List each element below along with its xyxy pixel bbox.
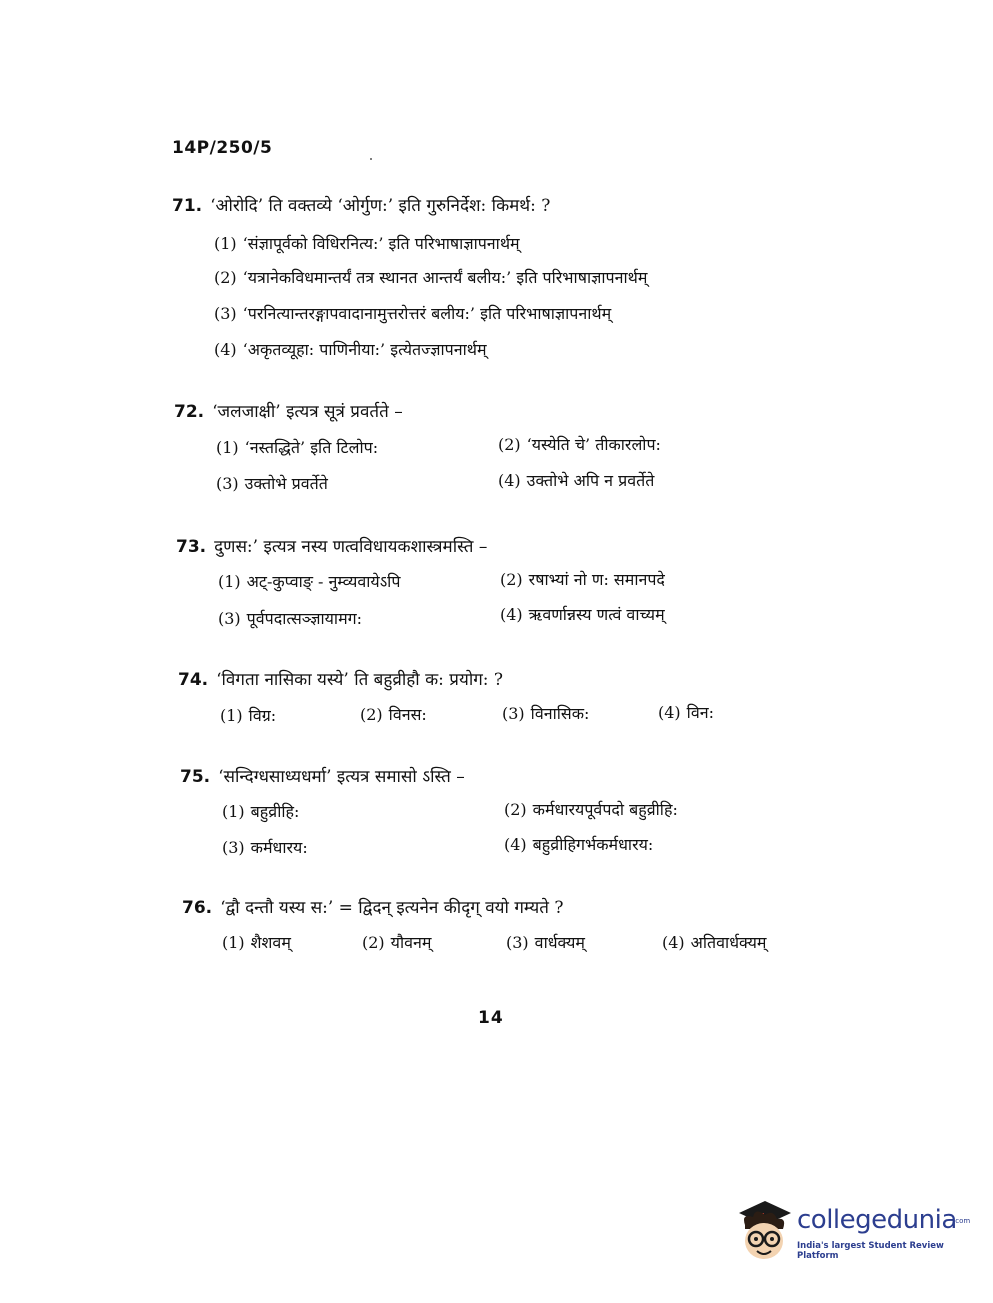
question-number: 75. (180, 767, 211, 787)
option-74-4: (4) विन: (658, 703, 714, 722)
option-72-3: (3) उक्तोभे प्रवर्तेते (216, 474, 328, 493)
question-text: दुणस:’ इत्यत्र नस्य णत्वविधायकशास्त्रमस्ति – (214, 537, 488, 557)
option-71-1: (1) ‘संज्ञापूर्वको विधिरनित्य:’ इति परिभाषाज्ञापनार्थम् (214, 234, 520, 253)
option-71-3: (3) ‘परनित्यान्तरङ्गापवादानामुत्तरोत्तरं बलीय:’ इति परिभाषाज्ञापनार्थम् (214, 304, 612, 323)
option-75-1: (1) बहुव्रीहि: (222, 802, 300, 821)
mascot-icon (735, 1195, 793, 1265)
question-number: 72. (174, 402, 205, 422)
option-75-4: (4) बहुव्रीहिगर्भकर्मधारय: (504, 835, 654, 854)
question-text: ‘सन्दिग्धसाध्यधर्मा’ इत्यत्र समासो ऽस्ति – (218, 767, 465, 787)
option-76-4: (4) अतिवार्धक्यम् (662, 933, 767, 952)
question-number: 76. (182, 898, 213, 918)
question-73 (176, 537, 487, 557)
question-number: 73. (176, 537, 207, 557)
question-71 (172, 196, 550, 216)
option-71-4: (4) ‘अकृतव्यूहा: पाणिनीया:’ इत्येतज्ज्ञापनार्थम् (214, 340, 487, 359)
logo-tagline: India's largest Student Review Platform (797, 1241, 944, 1261)
option-74-3: (3) विनासिक: (502, 704, 590, 723)
option-74-2: (2) विनस: (360, 705, 427, 724)
option-76-2: (2) यौवनम् (362, 933, 432, 952)
question-76 (182, 898, 563, 918)
question-text: ‘जलजाक्षी’ इत्यत्र सूत्रं प्रवर्तते – (212, 402, 403, 422)
option-73-3: (3) पूर्वपदात्सञ्ज्ञायामग: (218, 609, 363, 628)
page-number: 14 (478, 1008, 504, 1028)
question-number: 74. (178, 670, 209, 690)
logo-brand-text: collegedunia (797, 1205, 957, 1235)
option-73-1: (1) अट्-कुप्वाङ् - नुम्व्यवायेऽपि (218, 572, 401, 591)
option-72-2: (2) ‘यस्येति चे’ तीकारलोप: (498, 435, 661, 454)
option-72-1: (1) ‘नस्तद्धिते’ इति टिलोप: (216, 438, 379, 457)
question-75 (180, 767, 465, 787)
question-text: ‘विगता नासिका यस्ये’ ति बहुव्रीहौ क: प्रयोग: ? (216, 670, 504, 690)
question-72 (174, 402, 403, 422)
option-76-3: (3) वार्धक्यम् (506, 933, 585, 952)
logo-domain-suffix: .com (953, 1217, 971, 1225)
paper-code: 14P/250/5 (172, 138, 273, 158)
option-75-2: (2) कर्मधारयपूर्वपदो बहुव्रीहि: (504, 800, 678, 819)
question-number: 71. (172, 196, 203, 216)
option-71-2: (2) ‘यत्रानेकविधमान्तर्यं तत्र स्थानत आन्तर्यं बलीय:’ इति परिभाषाज्ञापनार्थम् (214, 268, 648, 287)
option-73-2: (2) रषाभ्यां नो ण: समानपदे (500, 570, 665, 589)
speck (370, 158, 372, 160)
question-74 (178, 670, 503, 690)
option-72-4: (4) उक्तोभे अपि न प्रवर्तेते (498, 471, 655, 490)
option-73-4: (4) ऋवर्णान्नस्य णत्वं वाच्यम् (500, 605, 665, 624)
collegedunia-logo[interactable] (735, 1195, 971, 1265)
option-74-1: (1) विग्र: (220, 706, 277, 725)
question-text: ‘ओरोदि’ ति वक्तव्ये ‘ओर्गुण:’ इति गुरुनिर्देश: किमर्थ: ? (210, 196, 551, 216)
option-75-3: (3) कर्मधारय: (222, 838, 308, 857)
option-76-1: (1) शैशवम् (222, 933, 291, 952)
question-text: ‘द्वौ दन्तौ यस्य स:’ = द्विदन् इत्यनेन कीदृग् वयो गम्यते ? (220, 898, 564, 918)
